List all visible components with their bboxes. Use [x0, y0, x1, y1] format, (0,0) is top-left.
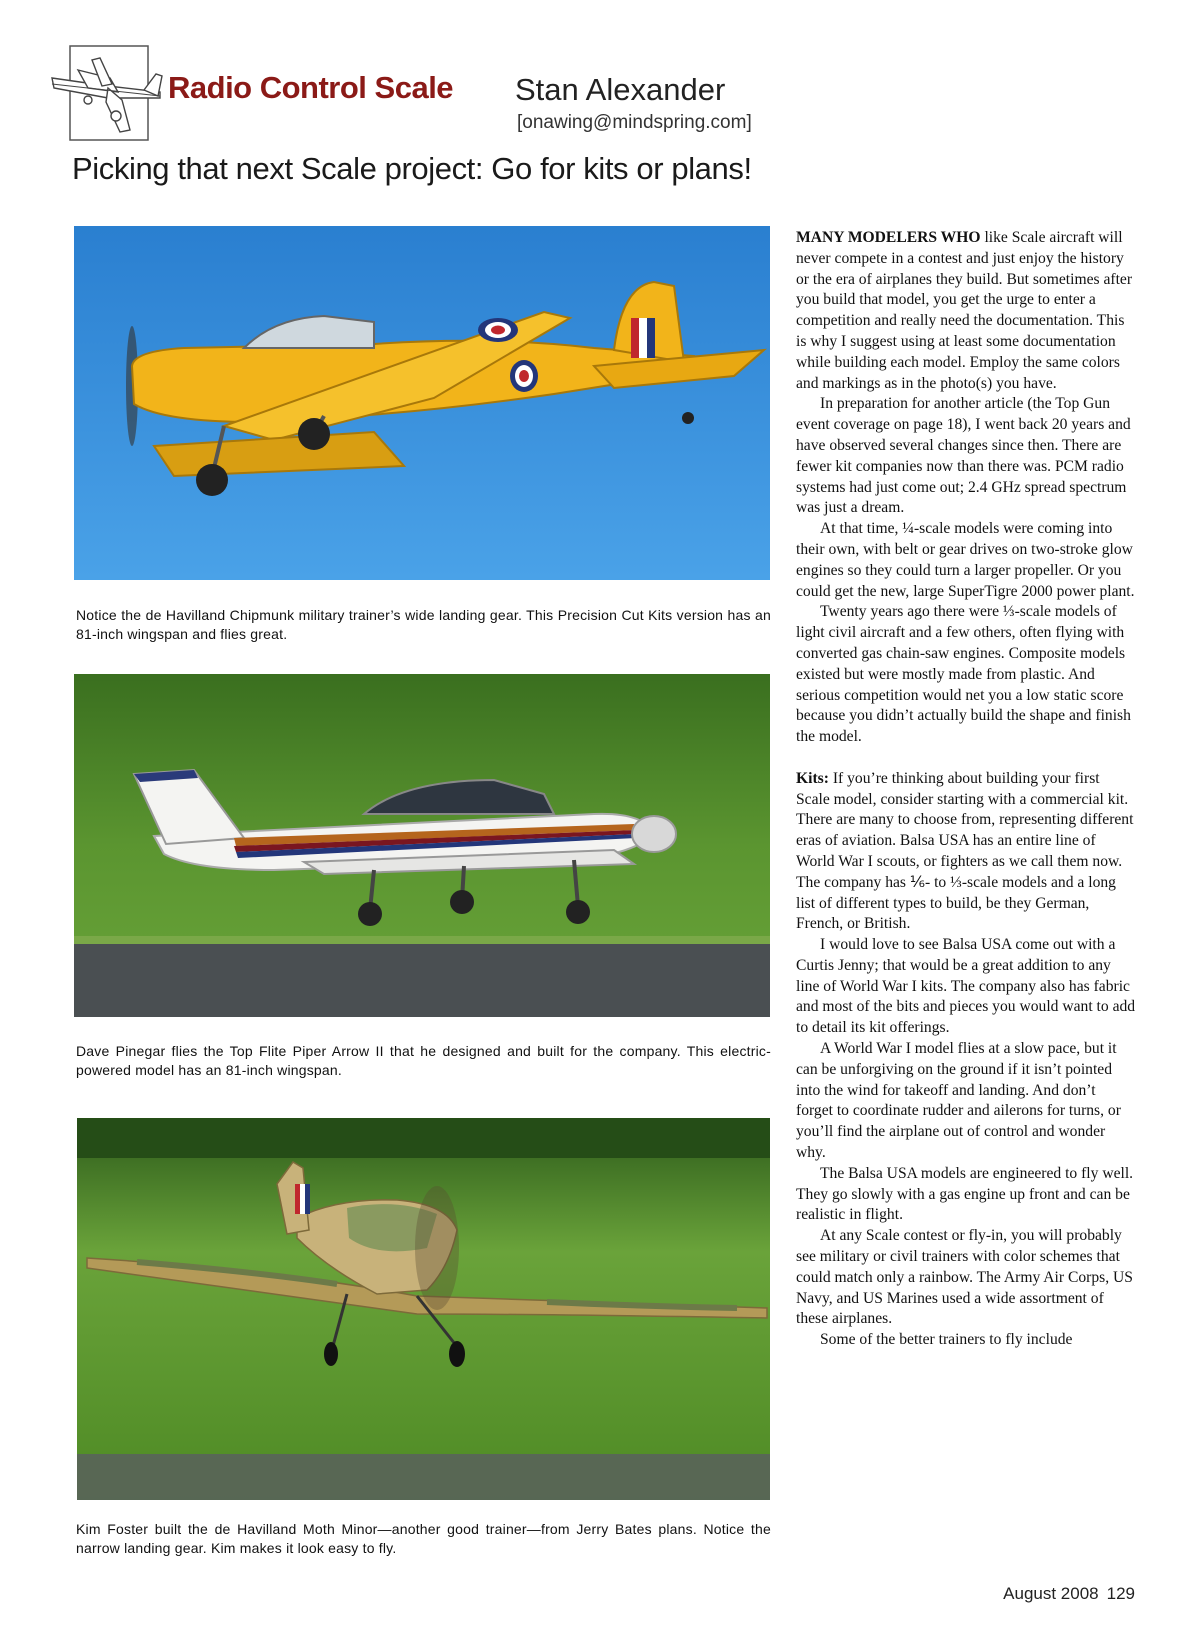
author-name: Stan Alexander [515, 72, 726, 107]
body-paragraph-text: If you’re thinking about building your first Scale model, consider starting with a commercial kit. There are many to choose from, representing different eras of aviation. Balsa USA has an entire line of World War I scouts, or fighters as we call them now. The company has ⅙- to ⅓-scale models and a long list of different types to build, be they German, French, or British. [796, 769, 1134, 933]
photo-caption-piper-arrow: Dave Pinegar flies the Top Flite Piper Arrow II that he designed and built for the company. This electric-powered model has an 81-inch wingspan. [76, 1043, 771, 1078]
body-paragraph-text: like Scale aircraft will never compete in a contest and just enjoy the history or the era of airplanes they build. But sometimes after you build that model, you get the urge to enter a competition and really need the documentation. This is why I suggest using at least some documentation while building each model. Employ the same colors and markings as in the photo(s) you have. [796, 229, 1133, 392]
body-paragraph [796, 228, 1136, 394]
column-name: Radio Control Scale [168, 70, 454, 105]
photo-caption-moth-minor: Kim Foster built the de Havilland Moth Minor—another good trainer—from Jerry Bates plans. Notice the narrow landing gear. Kim makes it look easy to fly. [76, 1521, 771, 1556]
page-number: 129 [1106, 1584, 1135, 1603]
body-paragraph: At any Scale contest or fly-in, you will probably see military or civil trainers with color schemes that could match only a rainbow. The Army Air Corps, US Navy, and US Marines used a wide assortment of these airplanes. [796, 1227, 1133, 1328]
body-paragraph: I would love to see Balsa USA come out with a Curtis Jenny; that would be a great addition to any line of World War I kits. The company also has fabric and most of the bits and pieces you would want to add to detail its kit offerings. [796, 936, 1136, 1037]
issue-date: August 2008 [1003, 1584, 1099, 1603]
photo-piper-arrow [74, 674, 770, 1017]
photo-moth-minor [77, 1118, 770, 1500]
article-headline: Picking that next Scale project: Go for kits or plans! [72, 151, 752, 186]
lead-in: MANY MODELERS WHO [796, 229, 981, 246]
section-label-kits: Kits: [796, 769, 829, 787]
column-logo-airplane-icon [48, 40, 166, 144]
body-paragraph: The Balsa USA models are engineered to fly well. They go slowly with a gas engine up front and can be realistic in flight. [796, 1164, 1134, 1224]
photo-caption-chipmunk: Notice the de Havilland Chipmunk military trainer’s wide landing gear. This Precision Cut Kits version has an 81-inch wingspan and flies great. [76, 607, 771, 642]
body-paragraph: A World War I model flies at a slow pace, but it can be unforgiving on the ground if it isn’t pointed into the wind for takeoff and landing. And don’t forget to coordinate rudder and ailerons for turns, or you’ll find the airplane out of control and wonder why. [796, 1040, 1121, 1162]
author-email: [onawing@mindspring.com] [517, 112, 752, 133]
body-paragraph: At that time, ¼-scale models were coming into their own, with belt or gear drives on two-stroke glow engines so they could turn a larger propeller. Or you could get the new, large SuperTigre 2000 power plant. [796, 520, 1135, 600]
body-paragraph [796, 769, 1136, 935]
photo-chipmunk [74, 226, 770, 580]
page-folio [1003, 1584, 1135, 1604]
body-paragraph: Some of the better trainers to fly include [820, 1331, 1073, 1349]
body-paragraph: In preparation for another article (the Top Gun event coverage on page 18), I went back 20 years and have observed several changes since then. There are fewer kit companies now than there was. PCM radio systems had just come out; 2.4 GHz spread spectrum was just a dream. [796, 395, 1131, 517]
body-paragraph: Twenty years ago there were ⅓-scale models of light civil aircraft and a few others, often flying with converted gas chain-saw engines. Composite models existed but were mostly made from plastic. And serious competition would net you a low static score because you didn’t actually build the shape and finish the model. [796, 603, 1131, 746]
article-body [796, 228, 1136, 1351]
